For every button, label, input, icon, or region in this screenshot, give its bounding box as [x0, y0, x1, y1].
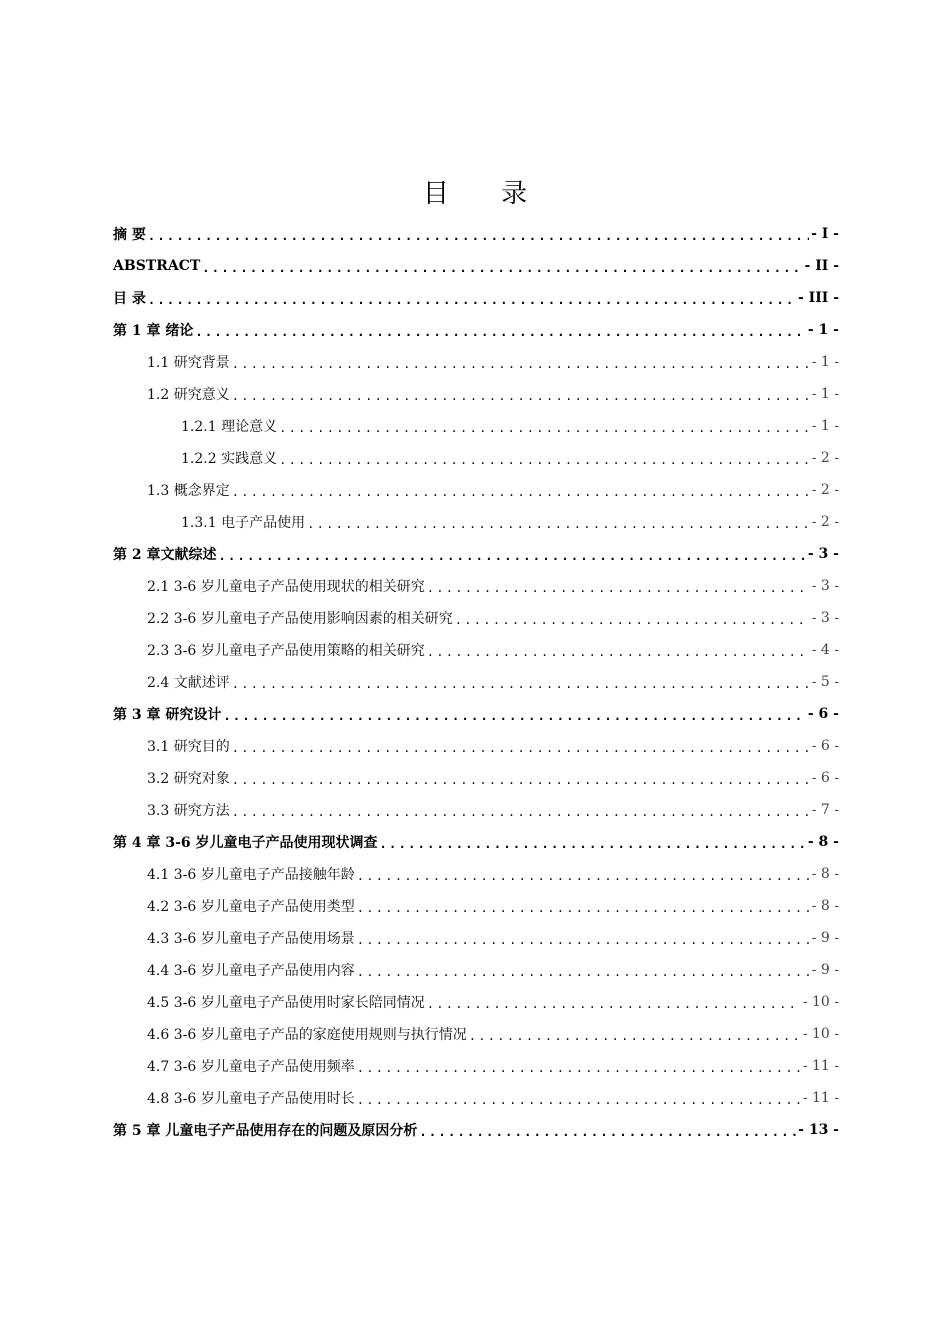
- toc-entry-title: 4.6 3-6 岁儿童电子产品的家庭使用规则与执行情况: [147, 1027, 467, 1043]
- toc-entry-page: - 3 -: [811, 578, 839, 594]
- toc-entry-title: 摘 要: [113, 227, 146, 243]
- toc-leader-dots: [232, 772, 810, 788]
- toc-entry[interactable]: [113, 1082, 839, 1114]
- toc-entry-page: - 11 -: [802, 1058, 839, 1074]
- toc-leader-dots: [232, 356, 810, 372]
- toc-leader-dots: [202, 260, 802, 276]
- toc-entry[interactable]: [113, 634, 839, 666]
- toc-entry[interactable]: [113, 442, 839, 474]
- toc-entry-page: - 10 -: [802, 994, 839, 1010]
- toc-entry-title: 2.1 3-6 岁儿童电子产品使用现状的相关研究: [147, 579, 425, 595]
- toc-leader-dots: [307, 516, 810, 532]
- toc-entry-page: - 4 -: [811, 642, 839, 658]
- toc-leader-dots: [232, 676, 810, 692]
- toc-entry-title: 1.2 研究意义: [147, 387, 230, 403]
- toc-entry-page: - 8 -: [807, 834, 839, 850]
- toc-entry-page: - 9 -: [811, 962, 839, 978]
- toc-leader-dots: [357, 964, 810, 980]
- toc-entry-title: 4.5 3-6 岁儿童电子产品使用时家长陪同情况: [147, 995, 425, 1011]
- toc-entry-page: - I -: [811, 226, 839, 242]
- toc-leader-dots: [380, 836, 806, 852]
- toc-entry-title: 1.2.2 实践意义: [181, 451, 278, 467]
- toc-entry[interactable]: [113, 346, 839, 378]
- toc-entry-title: 2.3 3-6 岁儿童电子产品使用策略的相关研究: [147, 643, 425, 659]
- toc-entry-title: 第 1 章 绪论: [113, 323, 194, 339]
- toc-leader-dots: [232, 804, 810, 820]
- toc-entry[interactable]: [113, 762, 839, 794]
- toc-entry-title: 3.3 研究方法: [147, 803, 230, 819]
- toc-entry-page: - 3 -: [811, 610, 839, 626]
- toc-entry[interactable]: [113, 666, 839, 698]
- toc-entry[interactable]: [113, 954, 839, 986]
- toc-entry[interactable]: [113, 282, 839, 314]
- toc-entry[interactable]: [113, 698, 839, 730]
- toc-entry-page: - 7 -: [811, 802, 839, 818]
- toc-entry-title: 4.3 3-6 岁儿童电子产品使用场景: [147, 931, 355, 947]
- toc-leader-dots: [219, 548, 806, 564]
- toc-entry[interactable]: [113, 314, 839, 346]
- toc-entry-page: - 1 -: [811, 354, 839, 370]
- toc-entry[interactable]: [113, 410, 839, 442]
- toc-leader-dots: [232, 388, 810, 404]
- toc-entry[interactable]: [113, 1114, 839, 1146]
- toc-leader-dots: [427, 644, 810, 660]
- toc-entry[interactable]: [113, 794, 839, 826]
- toc-entry[interactable]: [113, 570, 839, 602]
- toc-entry-page: - 5 -: [811, 674, 839, 690]
- toc-leader-dots: [148, 228, 809, 244]
- toc-leader-dots: [357, 932, 810, 948]
- toc-entry[interactable]: [113, 506, 839, 538]
- toc-entry[interactable]: [113, 1050, 839, 1082]
- toc-entry[interactable]: [113, 890, 839, 922]
- toc-entry-title: 3.1 研究目的: [147, 739, 230, 755]
- toc-entry[interactable]: [113, 378, 839, 410]
- toc-entry[interactable]: [113, 250, 839, 282]
- toc-entry-page: - 10 -: [802, 1026, 839, 1042]
- toc-leader-dots: [223, 708, 806, 724]
- toc-leader-dots: [469, 1028, 801, 1044]
- toc-leader-dots: [195, 324, 806, 340]
- toc-entry-page: - 8 -: [811, 898, 839, 914]
- toc-entry[interactable]: [113, 986, 839, 1018]
- toc-entry[interactable]: [113, 602, 839, 634]
- toc-entry-page: - 1 -: [811, 386, 839, 402]
- toc-entry-title: 1.1 研究背景: [147, 355, 230, 371]
- toc-entry-page: - 9 -: [811, 930, 839, 946]
- toc-entry-title: 第 4 章 3-6 岁儿童电子产品使用现状调查: [113, 835, 378, 851]
- toc-entry[interactable]: [113, 858, 839, 890]
- toc-leader-dots: [232, 484, 810, 500]
- toc-leader-dots: [279, 420, 810, 436]
- toc-entry-page: - III -: [797, 290, 839, 306]
- toc-leader-dots: [455, 612, 810, 628]
- toc-entry-title: 第 3 章 研究设计: [113, 707, 222, 723]
- toc-entry-page: - 6 -: [807, 706, 839, 722]
- toc-entry-title: 4.2 3-6 岁儿童电子产品使用类型: [147, 899, 355, 915]
- table-of-contents: [113, 218, 839, 1146]
- toc-entry[interactable]: [113, 538, 839, 570]
- toc-leader-dots: [419, 1124, 796, 1140]
- toc-entry-title: 第 2 章文献综述: [113, 547, 217, 563]
- toc-entry[interactable]: [113, 1018, 839, 1050]
- toc-leader-dots: [279, 452, 810, 468]
- toc-entry-title: 2.2 3-6 岁儿童电子产品使用影响因素的相关研究: [147, 611, 453, 627]
- toc-entry[interactable]: [113, 922, 839, 954]
- toc-entry[interactable]: [113, 730, 839, 762]
- toc-leader-dots: [357, 868, 810, 884]
- toc-entry-page: - 2 -: [811, 450, 839, 466]
- toc-entry-title: 第 5 章 儿童电子产品使用存在的问题及原因分析: [113, 1123, 418, 1139]
- toc-entry-title: 1.3.1 电子产品使用: [181, 515, 306, 531]
- toc-leader-dots: [232, 740, 810, 756]
- toc-entry-title: 4.7 3-6 岁儿童电子产品使用频率: [147, 1059, 355, 1075]
- toc-entry[interactable]: [113, 474, 839, 506]
- toc-entry-page: - 2 -: [811, 482, 839, 498]
- toc-entry-title: 3.2 研究对象: [147, 771, 230, 787]
- toc-entry-page: - 11 -: [802, 1090, 839, 1106]
- toc-entry-title: 4.4 3-6 岁儿童电子产品使用内容: [147, 963, 355, 979]
- toc-entry-page: - 3 -: [807, 546, 839, 562]
- toc-leader-dots: [148, 292, 796, 308]
- toc-entry-page: - 8 -: [811, 866, 839, 882]
- toc-leader-dots: [357, 900, 810, 916]
- toc-leader-dots: [427, 580, 810, 596]
- toc-entry[interactable]: [113, 826, 839, 858]
- toc-entry-title: 2.4 文献述评: [147, 675, 230, 691]
- toc-entry-page: - 1 -: [811, 418, 839, 434]
- toc-leader-dots: [357, 1092, 801, 1108]
- toc-entry-page: - 13 -: [798, 1122, 839, 1138]
- toc-leader-dots: [427, 996, 801, 1012]
- toc-entry-title: 4.1 3-6 岁儿童电子产品接触年龄: [147, 867, 355, 883]
- toc-entry-page: - 2 -: [811, 514, 839, 530]
- toc-entry[interactable]: [113, 218, 839, 250]
- toc-entry-title: 4.8 3-6 岁儿童电子产品使用时长: [147, 1091, 355, 1107]
- toc-entry-page: - 1 -: [807, 322, 839, 338]
- toc-entry-page: - 6 -: [811, 738, 839, 754]
- toc-leader-dots: [357, 1060, 801, 1076]
- toc-entry-page: - 6 -: [811, 770, 839, 786]
- page-title: 目 录: [422, 179, 550, 210]
- toc-entry-title: 目 录: [113, 291, 146, 307]
- toc-entry-title: 1.3 概念界定: [147, 483, 230, 499]
- toc-entry-page: - II -: [804, 258, 839, 274]
- toc-entry-title: 1.2.1 理论意义: [181, 419, 278, 435]
- toc-entry-title: ABSTRACT: [113, 258, 201, 274]
